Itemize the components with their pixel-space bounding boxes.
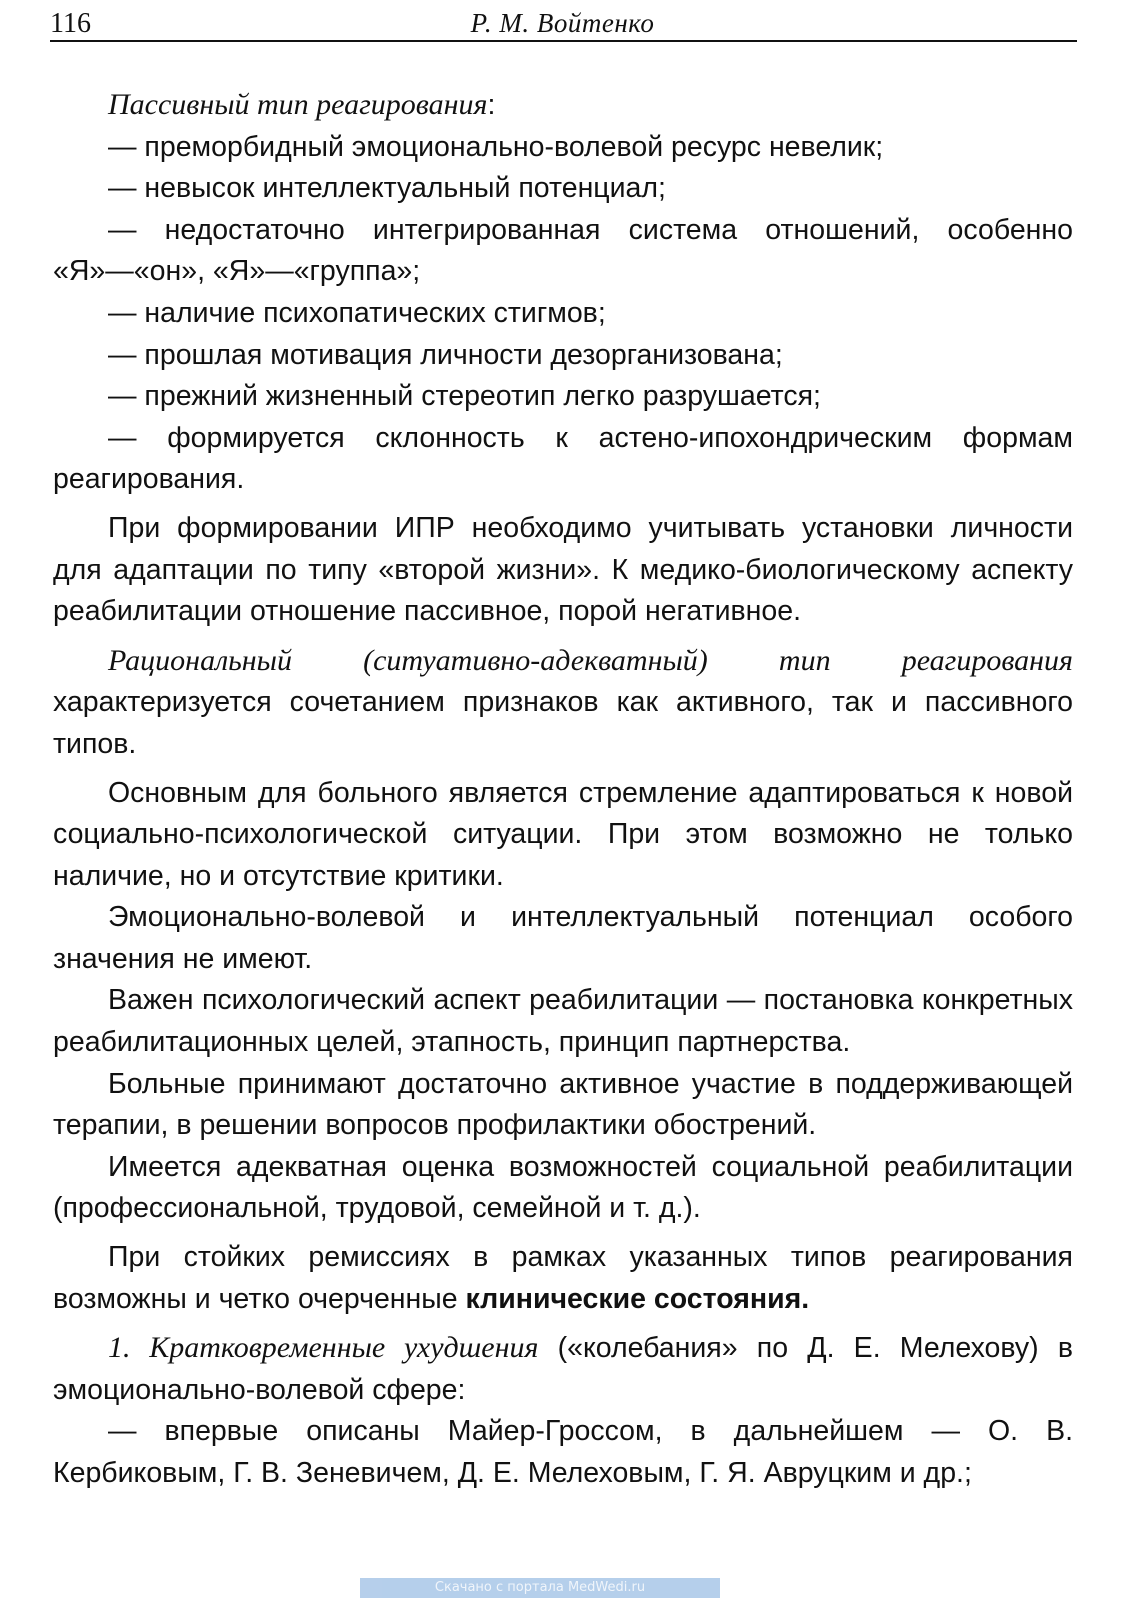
body-text — [53, 84, 1073, 1495]
item1-heading: 1. Кратковременные ухудшения — [108, 1331, 539, 1365]
watermark-banner: Скачано с портала MedWedi.ru — [360, 1578, 720, 1598]
passive-item: — прежний жизненный стереотип легко разрушается; — [108, 380, 821, 413]
passive-heading: Пассивный тип реагирования — [108, 88, 488, 121]
paragraph-assessment: Имеется адекватная оценка возможностей социальной реабилитации (профессиональной, трудовой, семейной и т. д.). — [53, 1150, 1073, 1225]
passive-item: — недостаточно интегрированная система отношений, особенно «Я»—«он», «Я»—«группа»; — [53, 213, 1073, 288]
passive-heading-line — [53, 84, 1073, 127]
paragraph-item1 — [53, 1327, 1073, 1411]
rational-rest: характеризуется сочетанием признаков как активного, так и пассивного типов. — [53, 686, 1073, 760]
header-rule — [50, 40, 1077, 42]
paragraph-patients: Больные принимают достаточно активное участие в поддерживающей терапии, в решении вопросов профилактики обострений. — [53, 1067, 1073, 1142]
passive-item: — невысок интеллектуальный потенциал; — [108, 172, 666, 205]
item1-rest: («колебания» по Д. Е. Мелехову) в эмоционально-волевой сфере: — [53, 1332, 1073, 1406]
passive-item: — прошлая мотивация личности дезорганизована; — [108, 338, 783, 371]
paragraph-remission — [53, 1237, 1073, 1320]
item1-sub: — впервые описаны Майер-Гроссом, в дальнейшем — О. В. Кербиковым, Г. В. Зеневичем, Д. Е. Мелеховым, Г. Я. Авруцким и др.; — [53, 1415, 1073, 1489]
page-header — [50, 6, 1075, 40]
passive-heading-colon: : — [487, 89, 496, 121]
paragraph-important: Важен психологический аспект реабилитации — постановка конкретных реабилитационных целей, этапность, принцип партнерства. — [53, 984, 1073, 1059]
passive-item: — наличие психопатических стигмов; — [108, 296, 606, 329]
passive-item: — преморбидный эмоционально-волевой ресурс невелик; — [108, 130, 884, 163]
remission-text: При стойких ремиссиях в рамках указанных типов реагирования возможны и четко очерченные — [53, 1241, 1073, 1315]
paragraph-emotional: Эмоционально-волевой и интеллектуальный потенциал особого значения не имеют. — [53, 901, 1073, 975]
passive-item: — формируется склонность к астено-ипохондрическим формам реагирования. — [53, 421, 1073, 496]
page-number: 116 — [50, 8, 91, 39]
rational-heading: Рациональный (ситуативно-адекватный) тип реагирования — [108, 643, 1073, 677]
paragraph-rational — [53, 640, 1073, 766]
remission-bold: клинические состояния. — [465, 1282, 810, 1315]
paragraph-main: Основным для больного является стремление адаптироваться к новой социально-психологической ситуации. При этом возможно не только наличие, но и отсутствие критики. — [53, 776, 1073, 892]
paragraph-ipr: При формировании ИПР необходимо учитывать установки личности для адаптации по типу «второй жизни». К медико-биологическому аспекту реабилитации отношение пассивное, порой негативное. — [53, 511, 1073, 628]
running-title: Р. М. Войтенко — [470, 8, 655, 38]
